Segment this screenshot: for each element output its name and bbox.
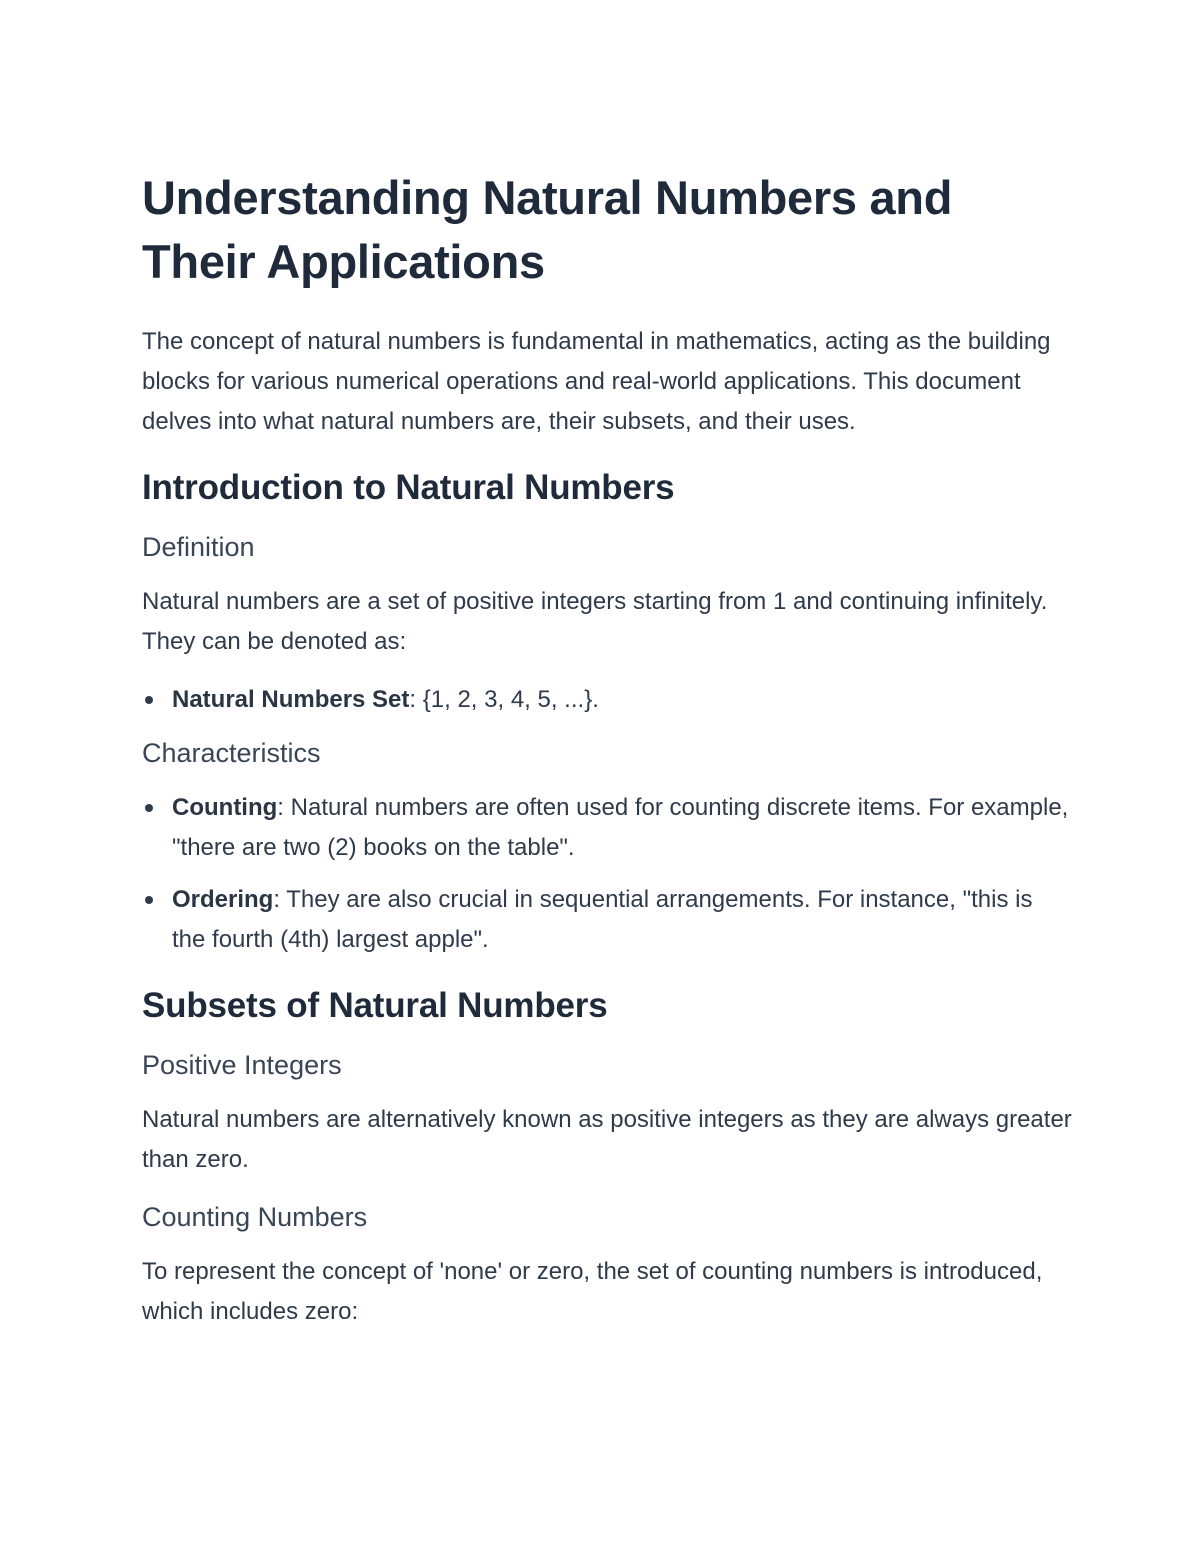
list-item <box>142 680 1072 720</box>
list-item-term: Counting <box>172 794 278 821</box>
positive-integers-paragraph: Natural numbers are alternatively known as positive integers as they are always greater than zero. <box>142 1106 1072 1173</box>
document-title: Understanding Natural Numbers and Their Applications <box>142 171 953 288</box>
list-item-separator: : <box>273 886 287 913</box>
definition-paragraph: Natural numbers are a set of positive integers starting from 1 and continuing infinitely. They can be denoted as: <box>142 588 1048 655</box>
subheading-positive-integers: Positive Integers <box>142 1050 342 1080</box>
section-heading-introduction: Introduction to Natural Numbers <box>142 468 675 507</box>
list-item-separator: : <box>409 686 423 713</box>
bullet-icon <box>145 804 153 812</box>
section-heading-subsets: Subsets of Natural Numbers <box>142 986 608 1025</box>
definition-list <box>142 680 1072 720</box>
intro-paragraph: The concept of natural numbers is fundamental in mathematics, acting as the building blocks for various numerical operations and real-world applications. This document delves into what natural numbers are, their subsets, and their uses. <box>142 328 1051 435</box>
subheading-definition: Definition <box>142 532 255 562</box>
bullet-icon <box>145 696 153 704</box>
list-item-text: They are also crucial in sequential arrangements. For instance, "this is the fourth (4th) largest apple". <box>172 886 1033 953</box>
subheading-characteristics: Characteristics <box>142 738 321 768</box>
list-item <box>142 788 1072 868</box>
list-item-term: Natural Numbers Set <box>172 686 410 713</box>
bullet-icon <box>145 896 153 904</box>
list-item-term: Ordering <box>172 886 274 913</box>
list-item <box>142 880 1072 960</box>
list-item-text: {1, 2, 3, 4, 5, ...}. <box>422 686 599 713</box>
characteristics-list <box>142 788 1072 960</box>
document-page <box>142 166 1072 1350</box>
list-item-text: Natural numbers are often used for counting discrete items. For example, "there are two (2) books on the table". <box>172 794 1069 861</box>
subheading-counting-numbers: Counting Numbers <box>142 1202 368 1232</box>
list-item-separator: : <box>277 794 291 821</box>
counting-numbers-paragraph: To represent the concept of 'none' or zero, the set of counting numbers is introduced, which includes zero: <box>142 1258 1043 1325</box>
